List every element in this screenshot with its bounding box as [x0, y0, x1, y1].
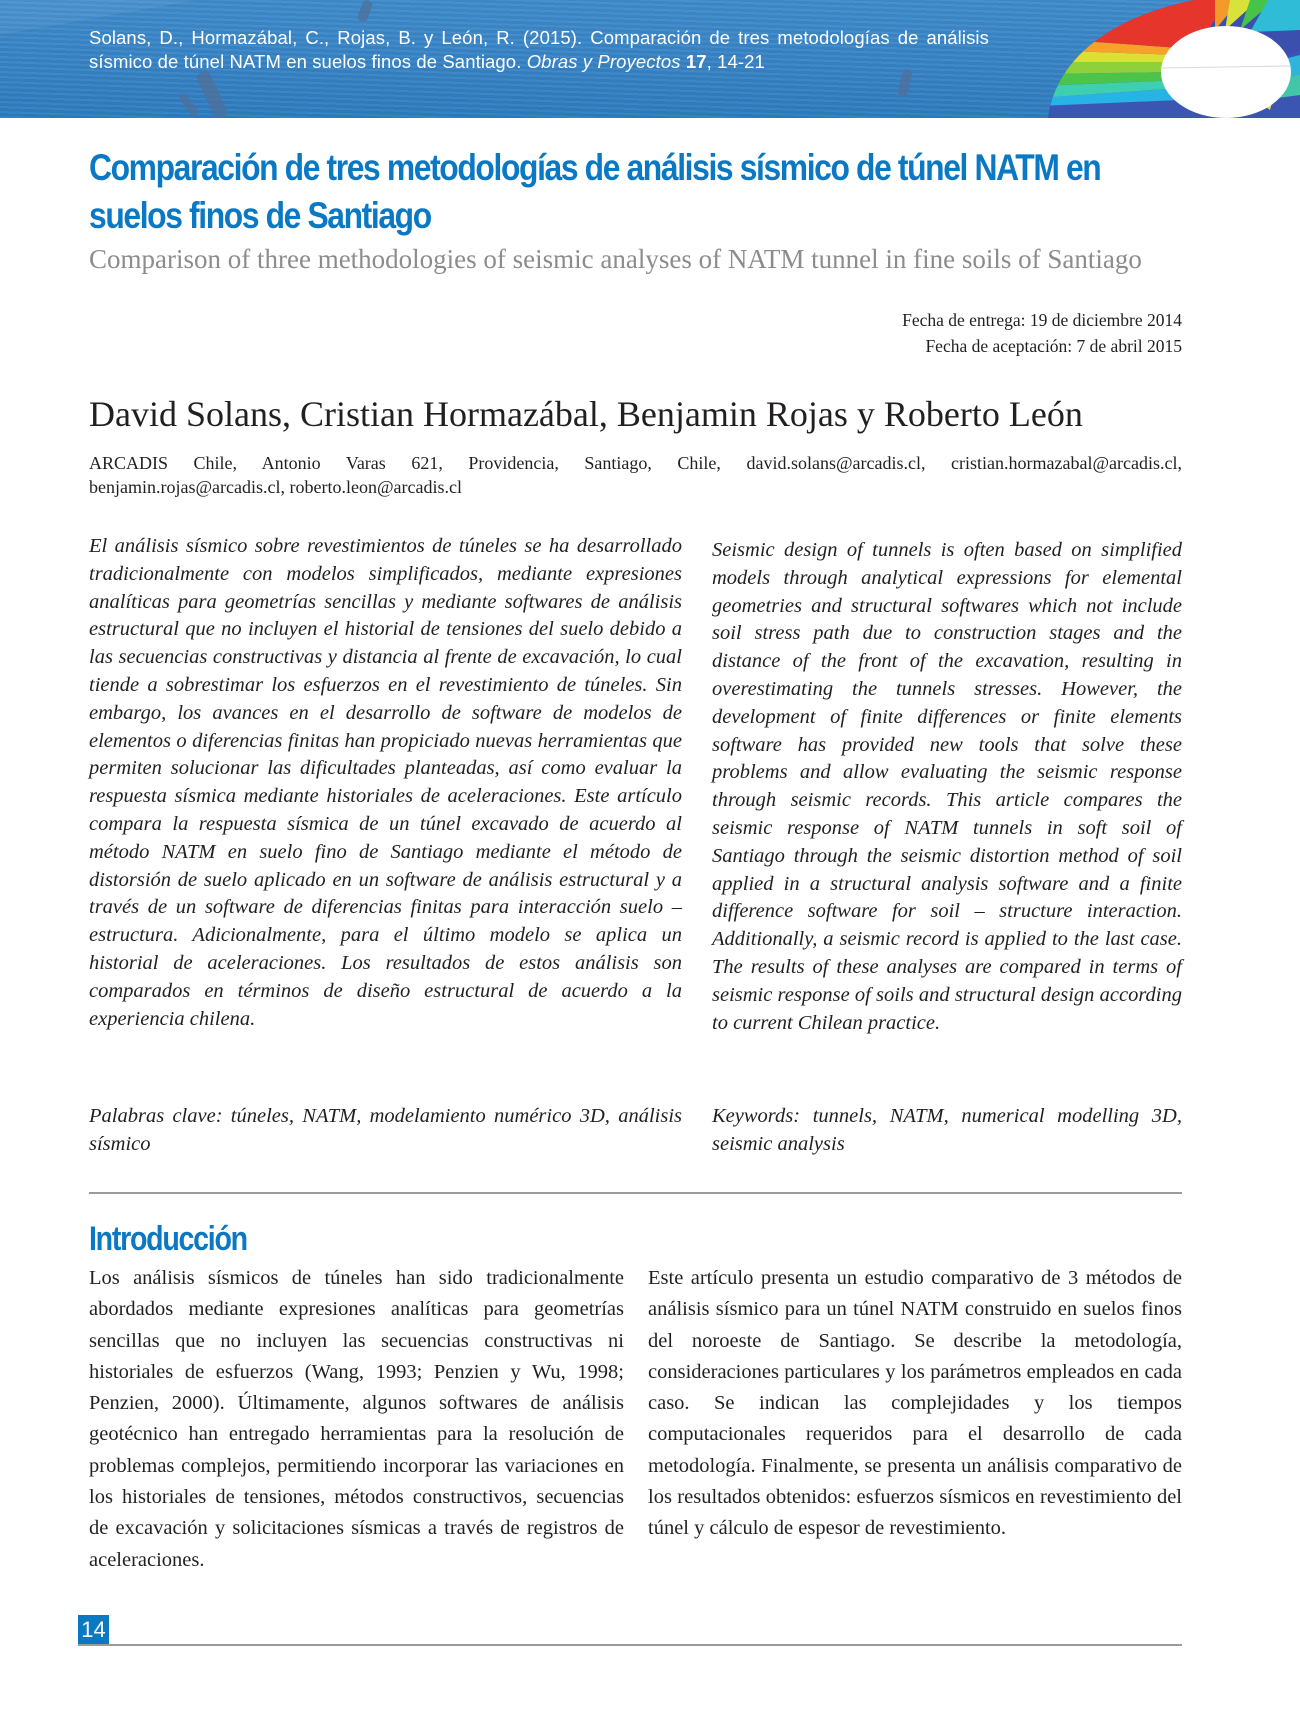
rock-texture	[357, 0, 374, 23]
keywords-spanish: Palabras clave: túneles, NATM, modelamiento numérico 3D, análisis sísmico	[89, 1105, 682, 1155]
introduction-paragraph-right: Este artículo presenta un estudio comparativo de 3 métodos de análisis sísmico para un túnel NATM construido en suelos finos del noroeste de Santiago. Se describe la metodología, consideraciones particulares y los parámetros empleados en cada caso. Se indican las complejidades y los tiempos computacionales requeridos para el desarrollo de cada metodología. Finalmente, se presenta un análisis comparativo de los resultados obtenidos: esfuerzos sísmicos en revestimiento del túnel y cálculo de espesor de revestimiento.	[648, 1267, 1182, 1540]
tunnel-stress-contour-image	[1000, 0, 1300, 118]
rock-texture	[178, 92, 199, 118]
article-title: Comparación de tres metodologías de análisis sísmico de túnel NATM en suelos finos de Santiago	[89, 147, 1101, 236]
citation-journal: Obras y Proyectos	[526, 51, 681, 72]
author-affiliation: ARCADIS Chile, Antonio Varas 621, Providencia, Santiago, Chile, david.solans@arcadis.cl, cristian.hormazabal@arcadis.cl, benjamin.rojas@arcadis.cl, roberto.leon@arcadis.cl	[89, 453, 1182, 497]
rock-texture	[195, 69, 229, 118]
introduction-paragraph-left: Los análisis sísmicos de túneles han sido tradicionalmente abordados mediante expresiones analíticas para geometrías sencillas que no incluyen las secuencias constructivas ni historiales de esfuerzos (Wang, 1993; Penzien y Wu, 1998; Penzien, 2000). Últimamente, algunos softwares de análisis geotécnico han entregado herramientas para la resolución de problemas complejos, permitiendo incorporar las variaciones en los historiales de tensiones, métodos constructivos, secuencias de excavación y solicitaciones sísmicas a través de registros de aceleraciones.	[89, 1267, 624, 1571]
footer-divider	[78, 1644, 1182, 1646]
citation-text	[89, 26, 989, 74]
section-divider	[89, 1192, 1182, 1194]
citation-authors: Solans, D., Hormazábal, C., Rojas, B. y León, R. (2015). Comparación de tres metodologías de análisis sísmico de túnel NATM en suelos finos de Santiago.	[89, 27, 989, 72]
abstract-spanish: El análisis sísmico sobre revestimientos de túneles se ha desarrollado tradicionalmente con modelos simplificados, mediante expresiones analíticas para geometrías sencillas y mediante softwares de análisis estructural que no incluyen el historial de tensiones del suelo debido a las secuencias constructivas y distancia al frente de excavación, lo cual tiende a sobrestimar los esfuerzos en el revestimiento de túneles. Sin embargo, los avances en el desarrollo de software de modelos de elementos o diferencias finitas han propiciado nuevas herramientas que permiten solucionar las dificultades planteadas, así como evaluar la respuesta sísmica mediante historiales de aceleraciones. Este artículo compara la respuesta sísmica de un túnel excavado de acuerdo al método NATM en suelo fino de Santiago mediante el método de distorsión de suelo aplicado en un software de análisis estructural y a través de un software de diferencias finitas para interacción suelo – estructura. Adicionalmente, para el último modelo se aplica un historial de aceleraciones. Los resultados de estos análisis son comparados en términos de diseño estructural de acuerdo a la experiencia chilena.	[89, 535, 682, 1030]
date-received: Fecha de entrega: 19 de diciembre 2014	[902, 310, 1182, 330]
citation-volume: 17	[685, 51, 707, 72]
page-number: 14	[78, 1615, 109, 1644]
author-list: David Solans, Cristian Hormazábal, Benjamin Rojas y Roberto León	[89, 394, 1083, 434]
keywords-english: Keywords: tunnels, NATM, numerical modelling 3D, seismic analysis	[712, 1105, 1182, 1155]
citation-pages: , 14-21	[706, 51, 765, 72]
header-banner	[0, 0, 1300, 118]
abstract-english: Seismic design of tunnels is often based on simplified models through analytical expressions for elemental geometries and structural softwares which not include soil stress path due to construction stages and the distance of the front of the excavation, resulting in overestimating the tunnels stresses. However, the development of finite differences or finite elements software has provided new tools that solve these problems and allow evaluating the seismic response through seismic records. This article compares the seismic response of NATM tunnels in soft soil of Santiago through the seismic distortion method of soil applied in a structural analysis software and a finite difference software for soil – structure interaction. Additionally, a seismic record is applied to the last case. The results of these analyses are compared in terms of seismic response of soils and structural design according to current Chilean practice.	[712, 539, 1182, 1034]
introduction-heading: Introducción	[89, 1220, 247, 1258]
article-subtitle-english: Comparison of three methodologies of seismic analyses of NATM tunnel in fine soils of Santiago	[89, 244, 1142, 274]
submission-dates	[902, 307, 1182, 359]
date-accepted: Fecha de aceptación: 7 de abril 2015	[925, 336, 1182, 356]
